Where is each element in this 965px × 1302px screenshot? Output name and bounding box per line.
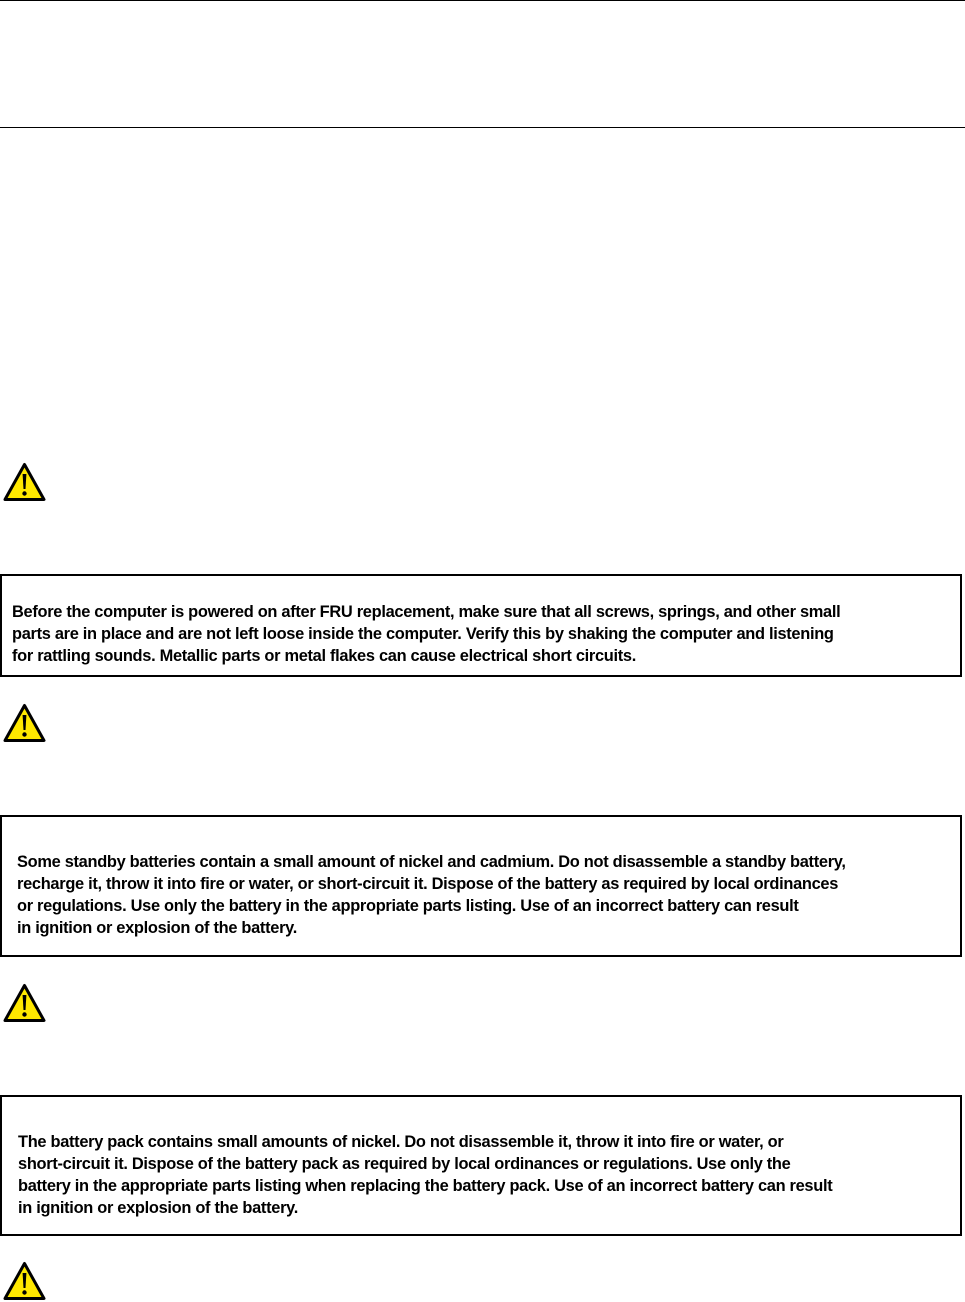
notice-line: in ignition or explosion of the battery. [17,919,297,937]
top-rule [0,0,965,1]
caution-triangle-icon [3,462,46,502]
caution-triangle-icon [3,983,46,1023]
caution-triangle-icon [3,1261,46,1301]
notice-line: The battery pack contains small amounts of nickel. Do not disassemble it, throw it into fire or water, or [18,1133,784,1151]
notice-line: in ignition or explosion of the battery. [18,1199,298,1217]
notice-line: battery in the appropriate parts listing when replacing the battery pack. Use of an incorrect battery can result [18,1177,833,1195]
notice-line: parts are in place and are not left loose inside the computer. Verify this by shaking the computer and listening [12,625,834,643]
caution-notice-text-1 [12,601,840,667]
notice-line: for rattling sounds. Metallic parts or metal flakes can cause electrical short circuits. [12,647,636,665]
header-rule [0,127,965,128]
notice-line: short-circuit it. Dispose of the battery pack as required by local ordinances or regulations. Use only the [18,1155,791,1173]
caution-notice-text-2 [17,851,846,939]
caution-notice-text-3 [18,1131,832,1219]
notice-line: recharge it, throw it into fire or water, or short-circuit it. Dispose of the battery as required by local ordinances [17,875,839,893]
notice-line: or regulations. Use only the battery in the appropriate parts listing. Use of an incorrect battery can result [17,897,799,915]
caution-triangle-icon [3,703,46,743]
notice-line: Before the computer is powered on after FRU replacement, make sure that all screws, springs, and other small [12,603,841,621]
notice-line: Some standby batteries contain a small amount of nickel and cadmium. Do not disassemble a standby battery, [17,853,846,871]
